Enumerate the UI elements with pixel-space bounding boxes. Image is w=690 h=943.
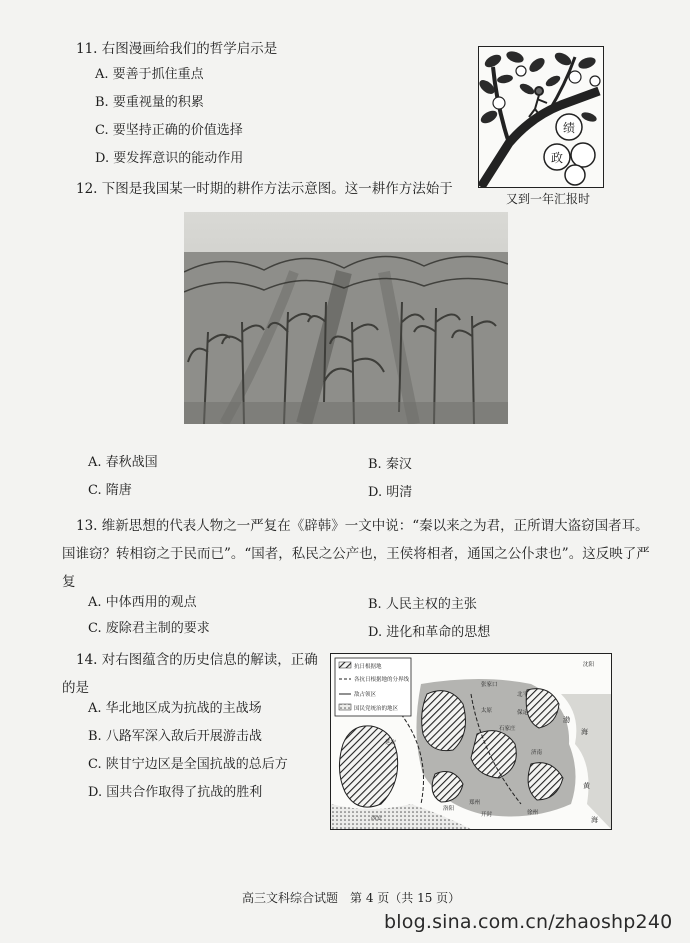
- map-place-beiping: 北平: [517, 692, 529, 698]
- map-place-yanan: 延安: [385, 740, 397, 746]
- q14-stem: 14. 对右图蕴含的历史信息的解读，正确的是: [62, 652, 318, 696]
- q14-option-a: A. 华北地区成为抗战的主战场: [88, 701, 262, 716]
- map-place-jinan: 济南: [531, 750, 543, 756]
- cartoon-fruit-label-ji: 绩: [563, 121, 576, 135]
- q11-option-d: D. 要发挥意识的能动作用: [95, 151, 244, 166]
- q13-option-c: C. 废除君主制的要求: [88, 621, 210, 636]
- q11-option-a: A. 要善于抓住重点: [95, 67, 204, 82]
- q12-stem: 12. 下图是我国某一时期的耕作方法示意图。这一耕作方法始于: [76, 181, 453, 197]
- q14-map: [330, 653, 612, 830]
- map-place-xian: 西安: [371, 816, 383, 822]
- q12-field-photo: [184, 212, 508, 424]
- q14-option-d: D. 国共合作取得了抗战的胜利: [88, 785, 263, 800]
- map-place-shijiazhuang: 石家庄: [499, 726, 516, 732]
- map-sea-huang: 黄: [583, 782, 590, 790]
- map-place-xuzhou: 徐州: [527, 810, 539, 816]
- q14-option-b: B. 八路军深入敌后开展游击战: [88, 729, 262, 744]
- q13-option-b: B. 人民主权的主张: [368, 597, 477, 612]
- q12-option-b: B. 秦汉: [368, 457, 412, 472]
- q12-option-d: D. 明清: [368, 485, 413, 500]
- cartoon-caption: 又到一年汇报时: [506, 192, 591, 206]
- q11-option-b: B. 要重视量的积累: [95, 95, 204, 110]
- map-drawing: [331, 654, 611, 829]
- cartoon-drawing: [479, 47, 603, 187]
- map-place-shenyang: 沈阳: [583, 662, 595, 668]
- page-footer: 高三文科综合试题 第 4 页（共 15 页）: [242, 891, 461, 905]
- blog-watermark: blog.sina.com.cn/zhaoshp240: [384, 911, 673, 933]
- map-sea-hai-1: 海: [581, 728, 588, 736]
- map-sea-bo: 渤: [563, 716, 570, 724]
- q11-option-c: C. 要坚持正确的价值选择: [95, 123, 243, 138]
- q13-option-d: D. 进化和革命的思想: [368, 625, 491, 640]
- q12-option-a: A. 春秋战国: [88, 455, 158, 470]
- q13-stem: 13. 维新思想的代表人物之一严复在《辟韩》一文中说：“秦以来之为君，正所谓大盗窃国者耳。国谁窃？转相窃之于民而已”。“国者，私民之公产也，王侯将相者，通国之公仆隶也”。这反映了严复: [62, 518, 650, 590]
- map-legend-boundary: 各抗日根据地的分界线: [354, 677, 410, 683]
- q11-stem: 11. 右图漫画给我们的哲学启示是: [76, 41, 278, 57]
- map-place-taiyuan: 太原: [481, 708, 493, 714]
- map-sea-hai-2: 海: [591, 816, 598, 824]
- q12-option-c: C. 隋唐: [88, 483, 132, 498]
- map-place-kaifeng: 开封: [481, 812, 493, 818]
- q13-option-a: A. 中体西用的观点: [88, 595, 197, 610]
- map-place-zhengzhou: 郑州: [469, 800, 481, 806]
- q11-cartoon: [478, 46, 604, 188]
- map-place-zhangjiakou: 张家口: [481, 682, 498, 688]
- q14-option-c: C. 陕甘宁边区是全国抗战的总后方: [88, 757, 288, 772]
- map-place-baoding: 保定: [517, 710, 529, 716]
- map-legend-kmt: 国民党统治的地区: [354, 706, 399, 712]
- map-place-luoyang: 洛阳: [443, 806, 455, 812]
- map-legend-occupied: 敌占领区: [354, 692, 377, 698]
- field-photo-drawing: [184, 212, 508, 424]
- cartoon-fruit-label-zheng: 政: [551, 151, 564, 165]
- map-legend-base: 抗日根据地: [354, 664, 382, 670]
